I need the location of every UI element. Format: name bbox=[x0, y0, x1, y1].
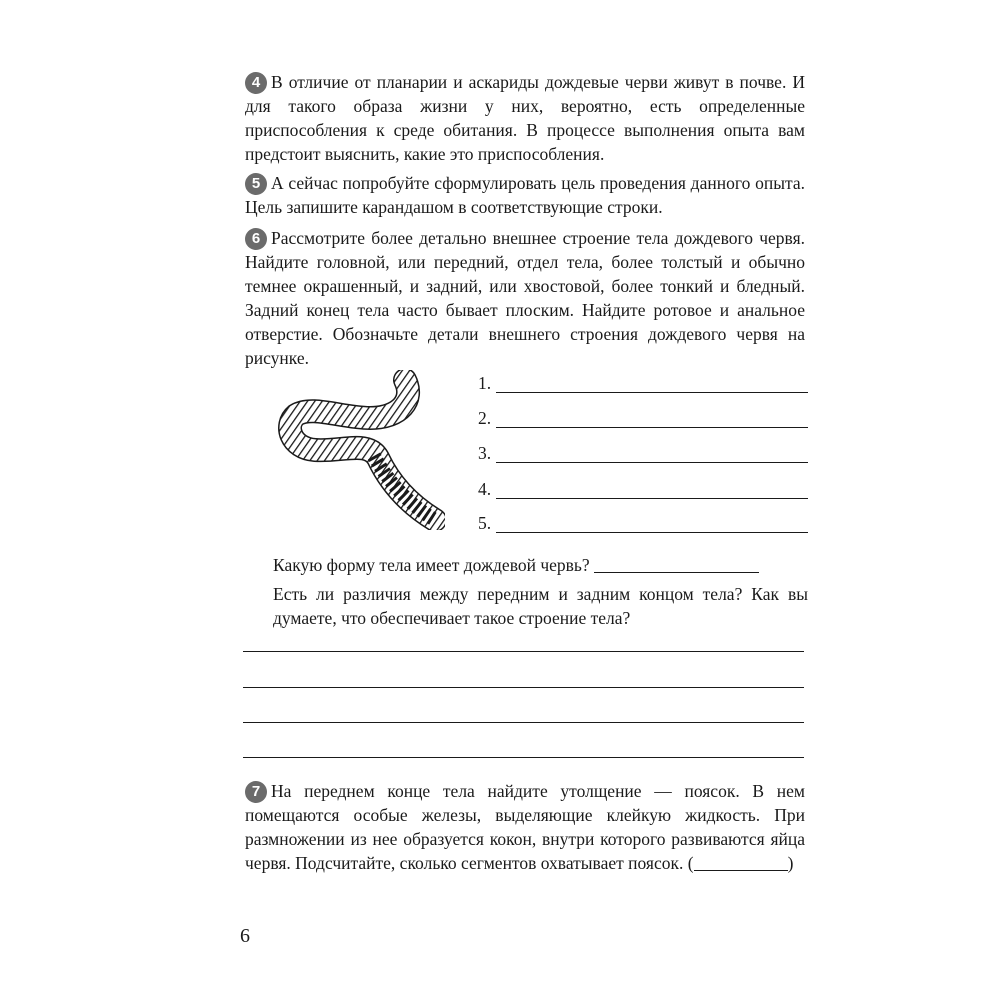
label-row-3 bbox=[478, 443, 808, 469]
task-5 bbox=[245, 171, 805, 219]
answer-line[interactable] bbox=[496, 427, 808, 428]
label-number: 4. bbox=[478, 479, 492, 499]
writing-line[interactable] bbox=[243, 651, 804, 652]
task-6 bbox=[245, 226, 805, 370]
writing-line[interactable] bbox=[243, 757, 804, 758]
task-text: А сейчас попробуйте сформулировать цель проведения данного опыта. Цель запишите карандашом в соответствующие строки. bbox=[245, 173, 805, 217]
label-row-2 bbox=[478, 408, 808, 434]
question-body-ends: Есть ли различия между передним и задним концом тела? Как вы думаете, что обеспечивает такое строение тела? bbox=[273, 584, 808, 628]
task-number-badge: 4 bbox=[245, 72, 267, 94]
writing-line[interactable] bbox=[243, 722, 804, 723]
task-7 bbox=[245, 779, 805, 875]
answer-blank[interactable] bbox=[594, 572, 759, 573]
task-text: Рассмотрите более детально внешнее строение тела дождевого червя. Найдите головной, или передний, отдел тела, более толстый и обычно темнее окрашенный, и задний, или хвостовой, более тонкий и бледный. Задний конец тела часто бывает плоским. Найдите ротовое и анальное отверстие. Обозначьте детали внешнего строения дождевого червя на рисунке. bbox=[245, 228, 805, 368]
task-text: На переднем конце тела найдите утолщение — поясок. В нем помещаются особые железы, выделяющие клейкую жидкость. При размножении из нее образуется кокон, внутри которого развиваются яйца червя. Подсчитайте, сколько сегментов охватывает поясок. ( ) bbox=[245, 781, 805, 873]
task-number-badge: 5 bbox=[245, 173, 267, 195]
question-body-shape: Какую форму тела имеет дождевой червь? bbox=[273, 553, 808, 577]
answer-line[interactable] bbox=[496, 392, 808, 393]
task-4 bbox=[245, 70, 805, 166]
segment-count-blank[interactable] bbox=[694, 870, 788, 871]
task-number-badge: 6 bbox=[245, 228, 267, 250]
label-row-5 bbox=[478, 513, 808, 539]
label-number: 1. bbox=[478, 373, 492, 393]
task-number-badge: 7 bbox=[245, 781, 267, 803]
earthworm-illustration bbox=[270, 370, 445, 530]
writing-line[interactable] bbox=[243, 687, 804, 688]
label-row-4 bbox=[478, 479, 808, 505]
label-number: 2. bbox=[478, 408, 492, 428]
answer-line[interactable] bbox=[496, 532, 808, 533]
answer-line[interactable] bbox=[496, 462, 808, 463]
answer-line[interactable] bbox=[496, 498, 808, 499]
label-number: 3. bbox=[478, 443, 492, 463]
task-text: В отличие от планарии и аскариды дождевые черви живут в почве. И для такого образа жизни у них, вероятно, есть определенные приспособления к среде обитания. В процессе выполнения опыта вам предстоит выяснить, какие это приспособления. bbox=[245, 72, 805, 164]
page-number: 6 bbox=[240, 925, 250, 947]
label-number: 5. bbox=[478, 513, 492, 533]
label-row-1 bbox=[478, 373, 808, 399]
